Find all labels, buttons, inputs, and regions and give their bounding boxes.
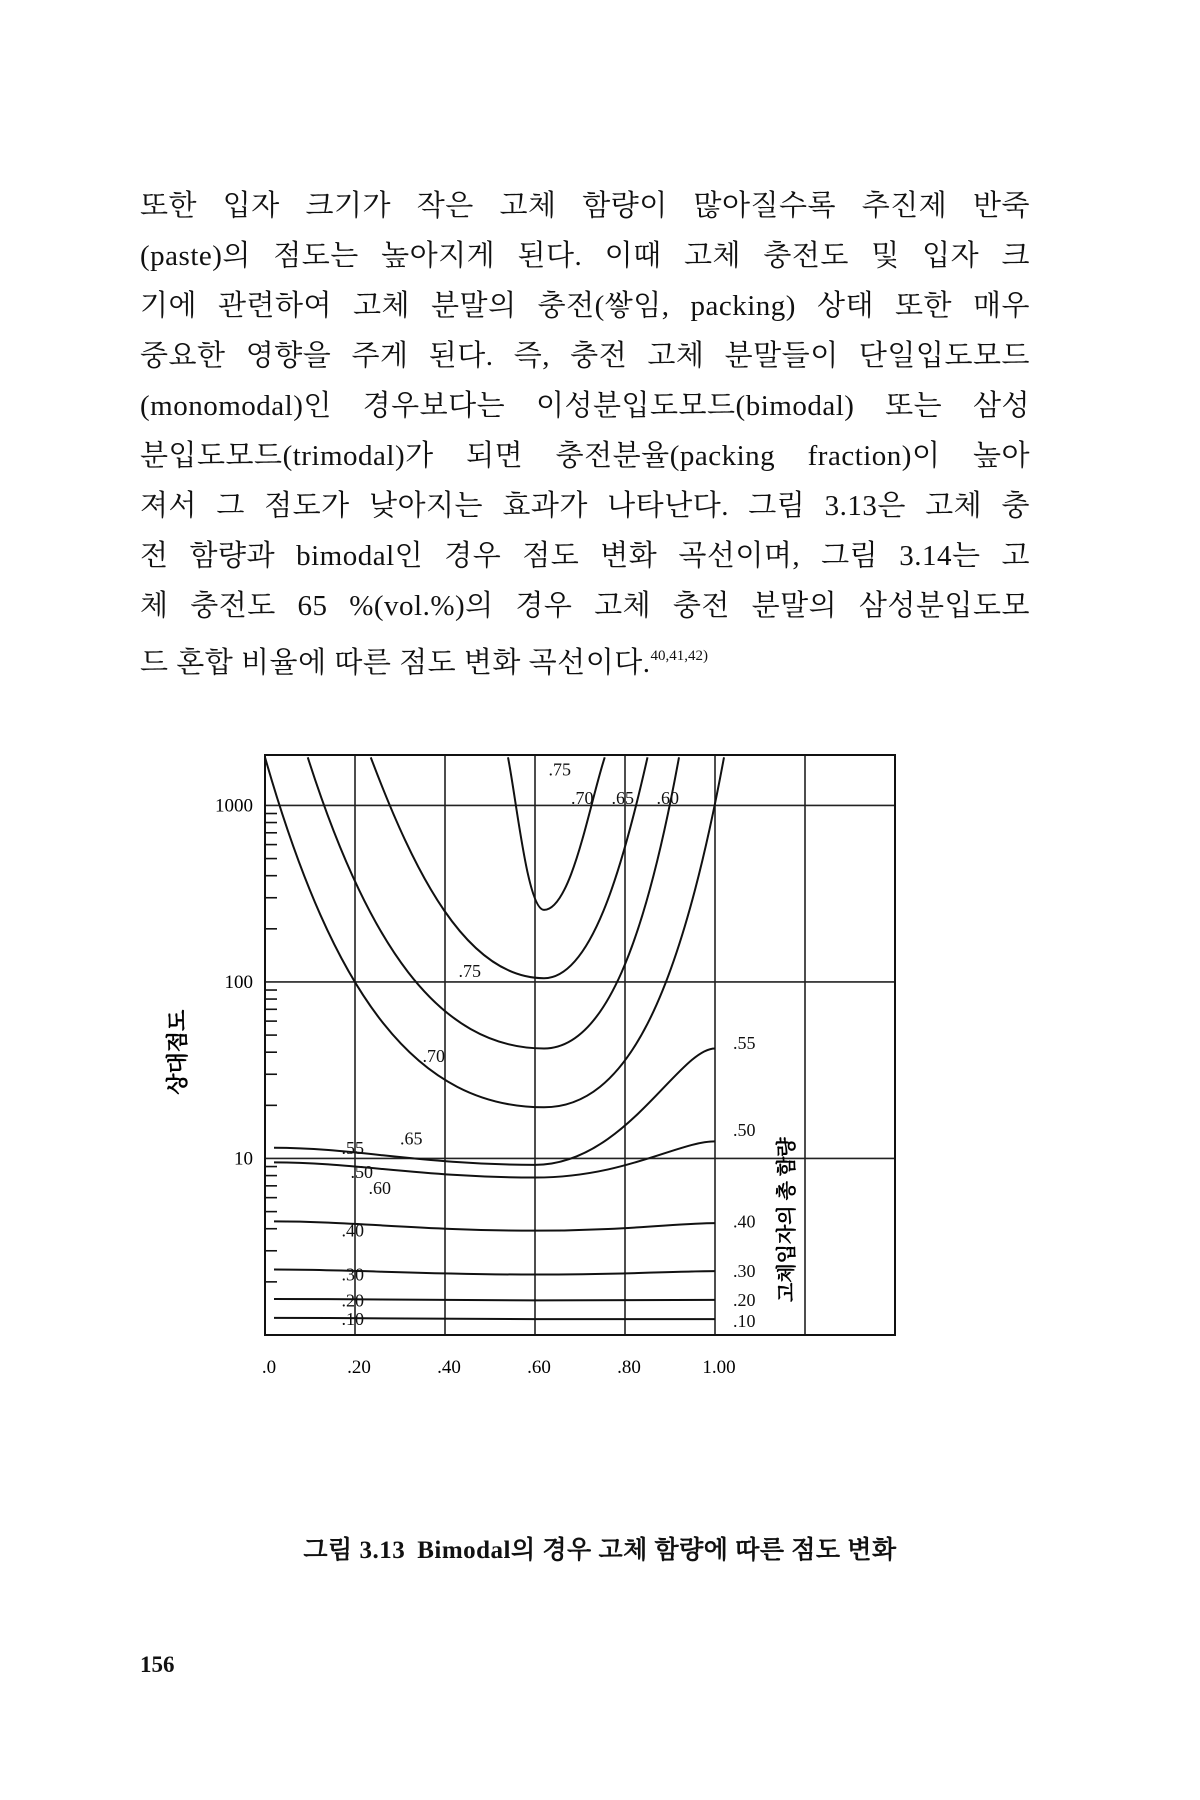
curve-label-left-55: .55: [341, 1137, 364, 1158]
paragraph-line-3: 기에 관련하여 고체 분말의 충전(쌓임, packing) 상태 또한 매우: [140, 290, 1030, 322]
curve-label-top-75: .75: [548, 759, 571, 780]
curve-label-left-20: .20: [341, 1290, 364, 1311]
figure-caption: [0, 1530, 1200, 1566]
paragraph-line-2: (paste)의 점도는 높아지게 된다. 이때 고체 충전도 및 입자 크: [140, 240, 1030, 272]
x-tick-label-.80: .80: [617, 1357, 641, 1378]
curve-70: [371, 757, 648, 978]
paragraph-line-8: 전 함량과 bimodal인 경우 점도 변화 곡선이며, 그림 3.14는 고: [140, 540, 1030, 572]
x-tick-label-1.00: 1.00: [702, 1357, 736, 1378]
curve-30: [274, 1269, 715, 1274]
paragraph-line-6: 분입도모드(trimodal)가 되면 충전분율(packing fraction)이 높아: [140, 440, 1030, 472]
caption-text: Bimodal의 경우 고체 함량에 따른 점도 변화: [417, 1537, 897, 1564]
x-tick-label-.0: .0: [261, 1357, 277, 1378]
curve-label-left-10: .10: [341, 1309, 364, 1330]
page-number: 156: [140, 1652, 175, 1677]
curve-label-left-30: .30: [341, 1264, 364, 1285]
paragraph-line-7: 져서 그 점도가 낮아지는 효과가 나타난다. 그림 3.13은 고체 충: [140, 490, 1030, 522]
curve-60: [265, 757, 724, 1107]
y-axis-label: 상대점도: [165, 1009, 190, 1095]
curve-label-right-55: .55: [733, 1033, 756, 1054]
curve-label-left-50: .50: [350, 1161, 373, 1182]
plot-frame: [265, 755, 895, 1335]
chart-axes: [265, 755, 895, 1335]
paragraph-line-5: (monomodal)인 경우보다는 이성분입도모드(bimodal) 또는 삼성: [140, 390, 1030, 422]
curve-20: [274, 1299, 715, 1300]
paragraph-line-4: 중요한 영향을 주게 된다. 즉, 충전 고체 분말들이 단일입도모드: [140, 340, 1030, 372]
curve-label-top-70: .70: [571, 788, 594, 809]
curve-label-right-30: .30: [733, 1261, 756, 1282]
x-tick-label-.20: .20: [347, 1357, 371, 1378]
curve-label-right-10: .10: [733, 1311, 756, 1332]
curve-label-right-40: .40: [733, 1211, 756, 1232]
y-tick-label-1000: 1000: [215, 795, 253, 817]
y-tick-label-100: 100: [224, 971, 253, 993]
caption-label: 그림 3.13: [303, 1537, 406, 1564]
curve-75: [508, 757, 605, 910]
chart-grid: [265, 755, 895, 1335]
curve-label-left-40: .40: [341, 1220, 364, 1241]
curve-label-right-20: .20: [733, 1289, 756, 1310]
curve-10: [274, 1318, 715, 1319]
curve-label-right-50: .50: [733, 1119, 756, 1140]
x-tick-label-.40: .40: [437, 1357, 461, 1378]
curve-label-top-60: .60: [656, 788, 679, 809]
paragraph-line-10: [140, 634, 708, 678]
y2-axis-label: 고체입자의 총 함량: [776, 1137, 798, 1302]
paragraph-line-9: 체 충전도 65 %(vol.%)의 경우 고체 충전 분말의 삼성분입도모: [140, 590, 1030, 622]
citation-superscript: 40,41,42): [650, 648, 708, 664]
curve-label-left-65: .65: [400, 1128, 423, 1149]
curve-label-left-60: .60: [368, 1178, 391, 1199]
curve-label-left-70: .70: [422, 1046, 445, 1067]
paragraph-line-10-text: 드 혼합 비율에 따른 점도 변화 곡선이다.: [140, 647, 651, 679]
chart-curves: [265, 757, 724, 1319]
curve-55: [274, 1048, 715, 1164]
curve-50: [274, 1141, 715, 1177]
curve-label-top-65: .65: [611, 788, 634, 809]
curve-40: [274, 1221, 715, 1230]
x-tick-label-.60: .60: [527, 1357, 551, 1378]
viscosity-chart: [160, 735, 1020, 1495]
y-tick-label-10: 10: [234, 1148, 253, 1170]
paragraph-line-1: 또한 입자 크기가 작은 고체 함량이 많아질수록 추진제 반죽: [140, 190, 1030, 222]
curve-label-left-75: .75: [458, 961, 481, 982]
